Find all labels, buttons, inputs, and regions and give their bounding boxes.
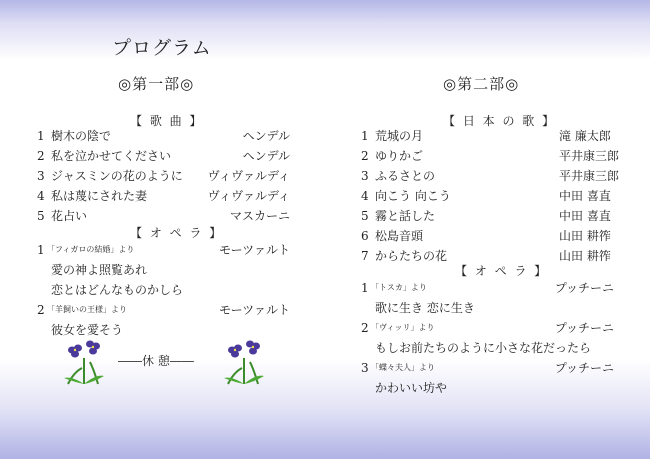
- song-composer: 滝 廉太郎: [559, 129, 611, 143]
- song-title: 私は蔑にされた妻: [51, 189, 148, 203]
- song-title: 向こう 向こう: [375, 189, 451, 203]
- opera-work: 「ヴィッリ」より: [371, 323, 435, 332]
- aria-title: もしお前たちのように小さな花だったら: [375, 341, 592, 355]
- opera-composer: プッチーニ: [554, 361, 614, 375]
- list-item: [361, 359, 614, 377]
- song-composer: 中田 喜直: [559, 189, 611, 203]
- song-title: からたちの花: [375, 249, 448, 263]
- part1-heading: ◎第一部◎: [118, 75, 195, 93]
- aria-title: 愛の神よ照覧あれ: [51, 263, 148, 277]
- part2-opera-header: 【 オ ペ ラ 】: [455, 264, 549, 278]
- song-number: 2: [37, 149, 45, 163]
- song-composer: マスカーニ: [229, 209, 290, 223]
- list-item: [37, 187, 290, 205]
- song-number: 5: [361, 209, 369, 223]
- list-item: [361, 187, 614, 205]
- song-composer: ヘンデル: [242, 129, 290, 143]
- aria-title: かわいい坊や: [375, 381, 448, 395]
- song-title: ふるさとの: [375, 169, 436, 183]
- song-number: 5: [37, 209, 45, 223]
- opera-composer: モーツァルト: [219, 243, 290, 257]
- aria-title: 彼女を愛そう: [51, 323, 124, 337]
- opera-number: 3: [361, 361, 369, 375]
- opera-number: 2: [361, 321, 369, 335]
- part1-opera-header: 【 オ ペ ラ 】: [130, 226, 224, 240]
- list-item: [361, 319, 614, 337]
- list-item: [37, 241, 290, 259]
- list-item: [361, 279, 614, 297]
- part1-opera-list: [37, 241, 290, 339]
- aria-title: 恋とはどんなものかしら: [51, 283, 184, 297]
- list-item: [37, 127, 290, 145]
- song-number: 2: [361, 149, 369, 163]
- list-item: [37, 147, 290, 165]
- opera-composer: プッチーニ: [554, 281, 614, 295]
- song-number: 1: [37, 129, 45, 143]
- violet-flower-icon: [220, 338, 268, 386]
- part2-heading: ◎第二部◎: [443, 75, 520, 93]
- song-number: 1: [361, 129, 369, 143]
- opera-number: 1: [37, 243, 45, 257]
- opera-number: 2: [37, 303, 45, 317]
- song-title: 花占い: [51, 209, 88, 223]
- opera-composer: プッチーニ: [554, 321, 614, 335]
- song-composer: ヘンデル: [242, 149, 290, 163]
- opera-work: 「蝶々夫人」より: [371, 363, 435, 372]
- opera-work: 「トスカ」より: [371, 283, 427, 292]
- song-title: ジャスミンの花のように: [51, 169, 183, 183]
- song-number: 3: [361, 169, 369, 183]
- song-title: 松島音頭: [375, 229, 424, 243]
- page-title: プログラム: [112, 37, 212, 59]
- list-item: [37, 167, 290, 185]
- song-title: 霧と話した: [375, 209, 436, 223]
- list-item: [361, 127, 614, 145]
- opera-composer: モーツァルト: [219, 303, 290, 317]
- part2-opera-list: [361, 279, 614, 397]
- song-composer: ヴィヴァルディ: [207, 189, 290, 203]
- song-title: 荒城の月: [375, 129, 424, 143]
- song-number: 7: [361, 249, 369, 263]
- song-composer: 山田 耕筰: [559, 249, 611, 263]
- violet-flower-icon: [60, 338, 108, 386]
- list-item: [37, 301, 290, 319]
- list-item: [37, 207, 290, 225]
- part2-songs-header: 【 日 本 の 歌 】: [443, 114, 557, 128]
- opera-work: 「フィガロの結婚」より: [47, 245, 135, 254]
- song-title: ゆりかご: [375, 149, 424, 163]
- song-number: 4: [37, 189, 45, 203]
- song-number: 3: [37, 169, 45, 183]
- part2-song-list: [361, 127, 620, 265]
- opera-number: 1: [361, 281, 369, 295]
- song-composer: ヴィヴァルディ: [207, 169, 290, 183]
- list-item: [361, 227, 614, 245]
- song-composer: 平井康三郎: [559, 169, 620, 183]
- opera-work: 「羊飼いの王様」より: [47, 305, 127, 314]
- list-item: [361, 147, 620, 165]
- song-title: 樹木の陰で: [51, 129, 112, 143]
- song-composer: 平井康三郎: [559, 149, 620, 163]
- part1-song-list: [37, 127, 290, 225]
- song-number: 4: [361, 189, 369, 203]
- intermission-label: ――休 憩――: [118, 354, 194, 368]
- song-composer: 山田 耕筰: [559, 229, 611, 243]
- part1-songs-header: 【 歌 曲 】: [130, 114, 204, 128]
- song-number: 6: [361, 229, 369, 243]
- list-item: [361, 167, 620, 185]
- song-composer: 中田 喜直: [559, 209, 611, 223]
- list-item: [361, 207, 614, 225]
- aria-title: 歌に生き 恋に生き: [375, 301, 475, 315]
- song-title: 私を泣かせてください: [51, 149, 172, 163]
